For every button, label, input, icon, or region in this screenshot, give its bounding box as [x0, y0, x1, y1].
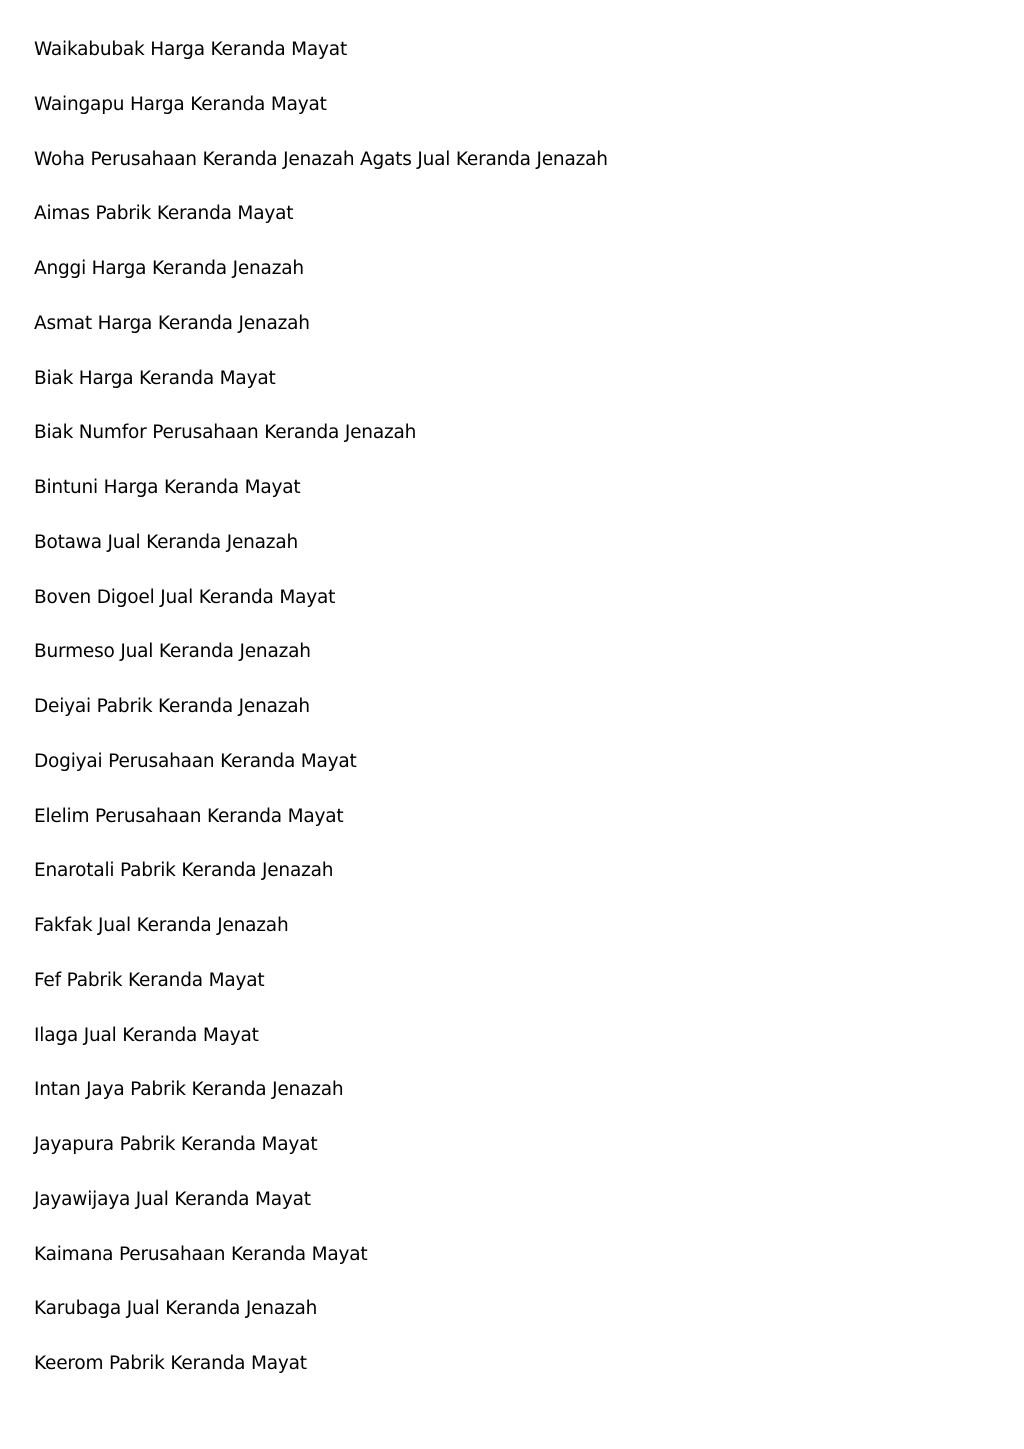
- list-item: Dogiyai Perusahaan Keranda Mayat: [34, 750, 357, 772]
- list-item: Woha Perusahaan Keranda Jenazah Agats Jual Keranda Jenazah: [34, 148, 608, 170]
- list-item: Kaimana Perusahaan Keranda Mayat: [34, 1243, 368, 1265]
- list-item: Keerom Pabrik Keranda Mayat: [34, 1353, 307, 1374]
- list-item: Waingapu Harga Keranda Mayat: [34, 93, 327, 115]
- list-item: Bintuni Harga Keranda Mayat: [34, 477, 301, 498]
- list-item: Deiyai Pabrik Keranda Jenazah: [34, 696, 310, 717]
- list-item: Boven Digoel Jual Keranda Mayat: [34, 586, 336, 608]
- list-item: Intan Jaya Pabrik Keranda Jenazah: [34, 1079, 344, 1101]
- list-item: Karubaga Jual Keranda Jenazah: [34, 1298, 318, 1320]
- list-item: Jayawijaya Jual Keranda Mayat: [34, 1188, 311, 1210]
- list-item: Elelim Perusahaan Keranda Mayat: [34, 805, 344, 827]
- list-item: Botawa Jual Keranda Jenazah: [34, 531, 298, 553]
- list-item: Anggi Harga Keranda Jenazah: [34, 258, 304, 279]
- text-list: [34, 36, 994, 1405]
- list-item: Asmat Harga Keranda Jenazah: [34, 312, 310, 334]
- list-item: Aimas Pabrik Keranda Mayat: [34, 203, 294, 225]
- list-item: Biak Harga Keranda Mayat: [34, 367, 276, 389]
- list-item: Enarotali Pabrik Keranda Jenazah: [34, 860, 334, 882]
- list-item: Fef Pabrik Keranda Mayat: [34, 969, 265, 991]
- list-item: Waikabubak Harga Keranda Mayat: [34, 39, 347, 60]
- list-item: Jayapura Pabrik Keranda Mayat: [34, 1134, 318, 1155]
- list-item: Burmeso Jual Keranda Jenazah: [34, 641, 311, 663]
- list-item: Ilaga Jual Keranda Mayat: [34, 1024, 259, 1046]
- list-item: Biak Numfor Perusahaan Keranda Jenazah: [34, 422, 417, 444]
- list-item: Fakfak Jual Keranda Jenazah: [34, 915, 289, 936]
